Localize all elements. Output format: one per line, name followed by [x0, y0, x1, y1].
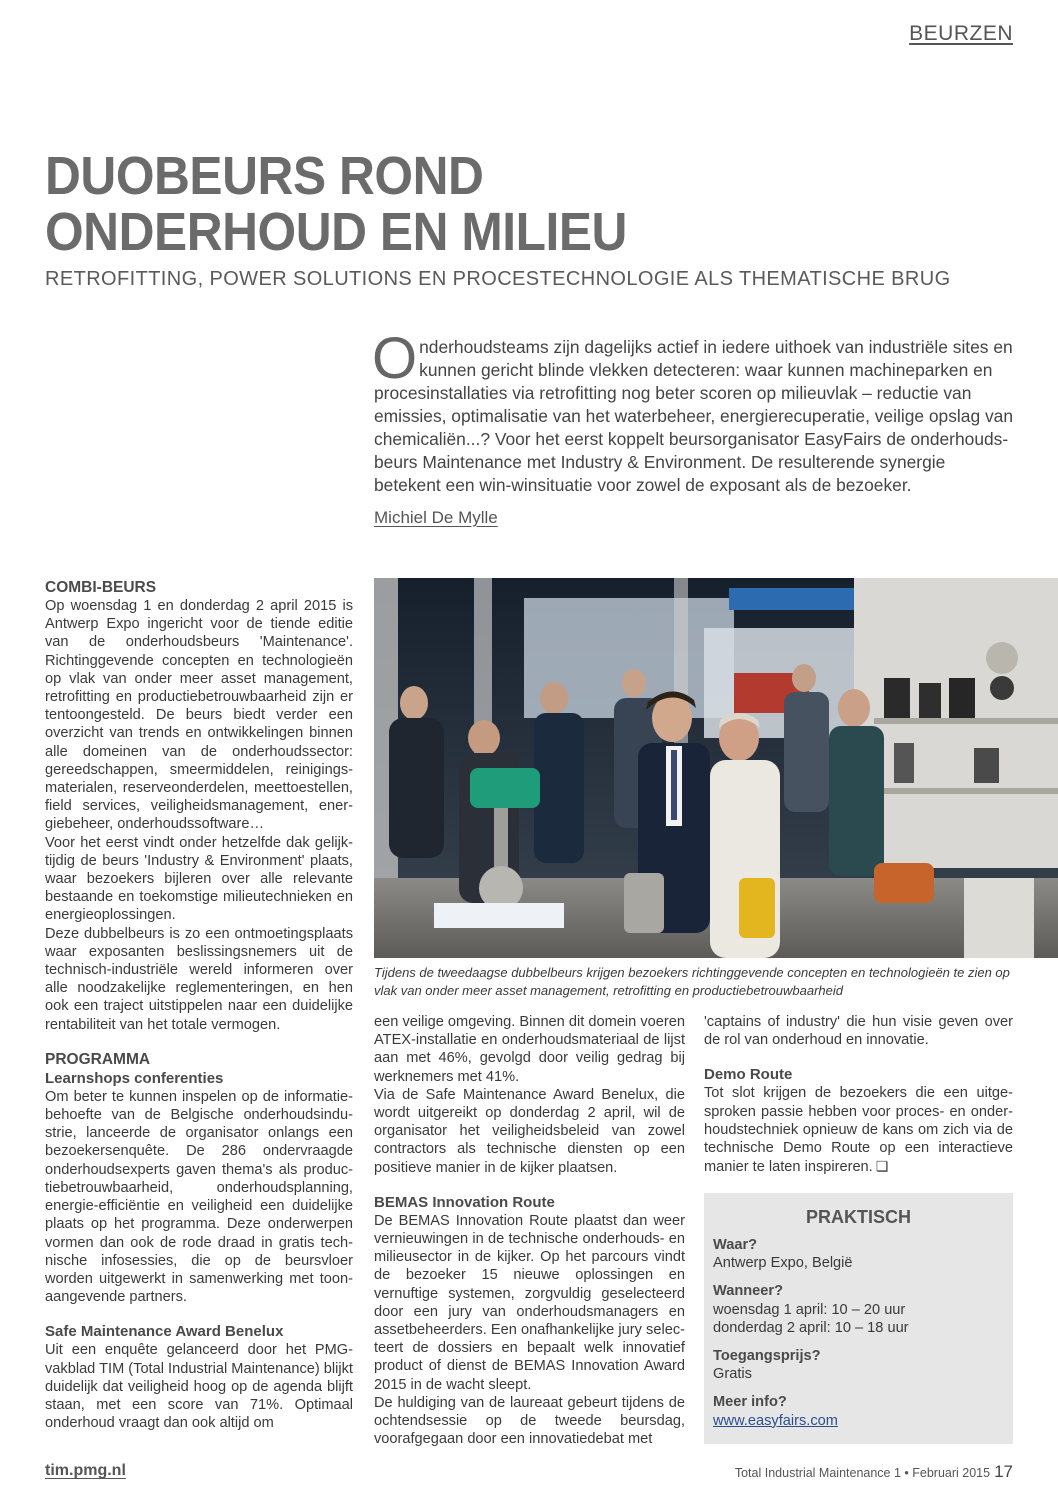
price-value: Gratis: [713, 1366, 752, 1383]
combi-paragraph-1: Op woensdag 1 en donderdag 2 april 2015 is Antwerp Expo ingericht voor de tiende editie van de onderhoudsbeurs 'Maintenance'. Richtinggevende concepten en technologieën op vlak van onder meer asset management, retrofitting en productiebetrouwbaarheid zijn er tentoongesteld. De beurs biedt verder een overzicht van trends en ontwikkelingen binnen alle domeinen van de onderhoudssector: gereedschappen, smeermiddelen, reinigingsmaterialen, reserveonderdelen, meettoestellen, field services, veiligheidsmanagement, energiebeheer, onderhoudssoftware…: [45, 598, 353, 833]
mid-paragraph-1: een veilige omgeving. Binnen dit domein voeren ATEX-installatie en onderhoudsmateriaal de lijst aan met 46%, gevolgd door veilig gedrag bij werknemers met 41%.: [374, 1014, 685, 1085]
mid-paragraph-2: Via de Safe Maintenance Award Benelux, die wordt uitgereikt op donderdag 2 april, wil de organisator het veiligheidsbeleid van zowel contractors als technische diensten op een positieve manier in de kijker plaatsen.: [374, 1086, 685, 1176]
price-label: Toegangsprijs?: [713, 1348, 821, 1365]
when-line-1: woensdag 1 april: 10 – 20 uur: [713, 1301, 906, 1318]
safe-award-heading: Safe Maintenance Award Benelux: [45, 1323, 284, 1341]
article-title: [45, 148, 873, 260]
lead-paragraph: [372, 326, 1014, 497]
combi-heading: COMBI-BEURS: [45, 579, 157, 596]
title-line-1: DUOBEURS ROND: [45, 146, 484, 206]
practical-title: PRAKTISCH: [805, 1207, 911, 1227]
end-mark-icon: ❏: [875, 1158, 889, 1175]
demo-route-paragraph: [704, 1084, 1013, 1176]
author-link[interactable]: Michiel De Mylle: [374, 508, 498, 527]
photo-illustration: [374, 578, 1058, 958]
trade-fair-photo: [374, 578, 1058, 958]
info-label: Meer info?: [713, 1394, 787, 1411]
right-column: [704, 1013, 1013, 1176]
demo-route-heading: Demo Route: [704, 1066, 793, 1084]
where-label: Waar?: [713, 1237, 758, 1253]
when-label: Wanneer?: [713, 1283, 784, 1300]
demo-route-text: Tot slot krijgen de bezoekers die een uitgesproken passie hebben voor proces- en onderhoudstechniek opnieuw de kans om zich via de technische Demo Route op een interactieve manier te laten inspireren.: [704, 1085, 1013, 1176]
programma-heading: PROGRAMMA: [45, 1050, 151, 1068]
article-subtitle: RETROFITTING, POWER SOLUTIONS EN PROCESTECHNOLOGIE ALS THEMATISCHE BRUG: [45, 268, 951, 290]
publication-info: Total Industrial Maintenance 1 • Februari 2015: [734, 1466, 991, 1480]
bemas-paragraph-1: De BEMAS Innovation Route plaatst dan weer vernieuwingen in de technische onderhouds- en milieusector in de kijker. Op het parcours vindt de bezoeker 15 nieuwe oplossingen en vernuftige systemen, zorgvuldig geselecteerd door een jury van onderhoudsmanagers en assetbeheerders. Een onafhankelijke jury selecteert de dossiers en bepaalt welk innovatief product of dienst de BEMAS Innovation Award 2015 in de wacht sleept.: [374, 1212, 685, 1393]
right-paragraph-1: 'captains of industry' die hun visie geven over de rol van onderhoud en innovatie.: [704, 1014, 1013, 1049]
left-column: [45, 578, 353, 1432]
title-line-2: ONDERHOUD EN MILIEU: [45, 202, 627, 262]
drop-cap: O: [372, 326, 418, 391]
when-line-2: donderdag 2 april: 10 – 18 uur: [713, 1319, 909, 1336]
bemas-heading: BEMAS Innovation Route: [374, 1193, 555, 1211]
bemas-paragraph-2: De huldiging van de laureaat gebeurt tijdens de ochtendsessie op de tweede beursdag, voorafgegaan door een innovatiedebat met: [374, 1394, 685, 1448]
footer-publication: [735, 1462, 1013, 1482]
safe-award-paragraph: Uit een enquête gelanceerd door het PMG-vakblad TIM (Total Industrial Maintenance) blijkt duidelijk dat veiligheid hoog op de agenda blijft staan, met een score van 71%. Optimaal onderhoud vraagt dan ook altijd om: [45, 1342, 353, 1432]
practical-info-box: [704, 1193, 1013, 1444]
combi-paragraph-2: Voor het eerst vindt onder hetzelfde dak gelijktijdig de beurs 'Industry & Environment' plaats, waar bezoekers bijleren over alle relevante bestaande en toekomstige milieutechnieken en energieoplossingen.: [45, 834, 353, 924]
page-number: 17: [994, 1462, 1013, 1481]
where-value: Antwerp Expo, België: [713, 1255, 853, 1272]
middle-column: [374, 1013, 685, 1448]
section-tag[interactable]: BEURZEN: [909, 22, 1013, 45]
lead-text: nderhoudsteams zijn dagelijks actief in iedere uithoek van industriële sites en kunnen gericht blinde vlekken detecteren: waar kunnen machineparken en procesinstallaties via retrofitting nog beter scoren op milieuvlak – reductie van emissies, optimalisatie van het waterbeheer, energierecuperatie, veilige opslag van chemicaliën...? Voor het eerst koppelt beursorganisator EasyFairs de onderhoudsbeurs Maintenance met Industry & Environment. De resulterende synergie betekent een win-winsituatie voor zowel de exposant als de bezoeker.: [374, 337, 1013, 495]
photo-caption: Tijdens de tweedaagse dubbelbeurs krijgen bezoekers richtinggevende concepten en technologieën te zien op vlak van onder meer asset management, retrofitting en productiebetrouwbaarheid: [374, 965, 1010, 998]
combi-paragraph-3: Deze dubbelbeurs is zo een ontmoetingsplaats waar exposanten beslissingsnemers uit de technisch-industriële wereld informeren over alle noodzakelijke reglementeringen, en hen ook een traject uitstippelen naar een duidelijke rentabiliteit van het totale vermogen.: [45, 925, 353, 1033]
learnshops-heading: Learnshops conferenties: [45, 1069, 224, 1087]
footer-site-link[interactable]: tim.pmg.nl: [45, 1462, 126, 1479]
learnshops-paragraph: Om beter te kunnen inspelen op de informatiebehoefte van de Belgische onderhoudsindustrie, lanceerde de organisator onlangs een bezoekersenquête. De 286 ondervraagde onderhoudsexperts gaven thema's als productiebetrouwbaarheid, onderhoudsplanning, energie-efficiëntie en veiligheid een duidelijke plaats op het programma. Deze onderwerpen vormen dan ook de rode draad in gratis technische infosessies, die op de beursvloer worden uitgewerkt in samenwerking met toonaangevende partners.: [45, 1088, 353, 1306]
info-link[interactable]: www.easyfairs.com: [713, 1412, 838, 1429]
